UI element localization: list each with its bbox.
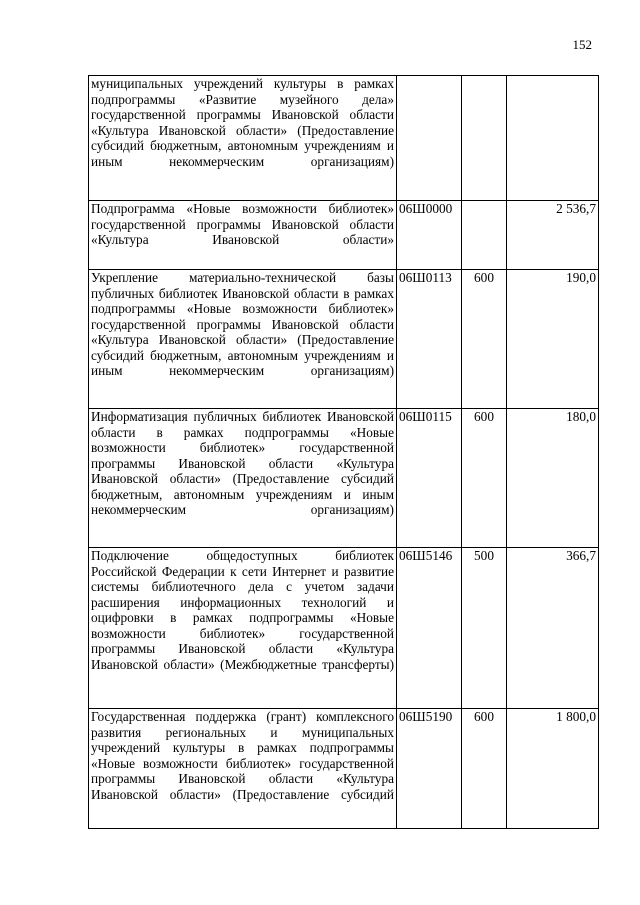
row-name-cell (89, 201, 397, 270)
row-type-cell: 500 (462, 548, 507, 709)
row-sum-cell: 190,0 (507, 270, 599, 409)
row-type-cell (462, 76, 507, 201)
row-code-cell: 06Ш0115 (397, 409, 462, 548)
row-sum-cell: 180,0 (507, 409, 599, 548)
row-name: Подпрограмма «Новые возможности библиотек» государственной программы Ивановской области «Культура Ивановской области» (91, 201, 394, 247)
table-row (89, 201, 599, 270)
table-row (89, 76, 599, 201)
row-name: Государственная поддержка (грант) комплексного развития региональных и муниципальных учреждений культуры в рамках подпрограммы «Новые возможности библиотек» государственной программы Ивановской области «Культура Ивановской области» (Предоставление субсидий (91, 709, 394, 802)
table-row (89, 409, 599, 548)
row-type-cell (462, 201, 507, 270)
row-name-cell (89, 709, 397, 829)
table-row (89, 270, 599, 409)
row-code-cell: 06Ш0000 (397, 201, 462, 270)
row-type-cell: 600 (462, 709, 507, 829)
table-row (89, 709, 599, 829)
row-name-cell (89, 76, 397, 201)
row-name: Информатизация публичных библиотек Ивановской области в рамках подпрограммы «Новые возможности библиотек» государственной программы Ивановской области «Культура Ивановской области» (Предоставление субсидий бюджетным, автономным учреждениям и иным некоммерческим организациям) (91, 409, 394, 517)
row-name: Подключение общедоступных библиотек Российской Федерации к сети Интернет и развитие системы библиотечного дела с учетом задачи расширения информационных технологий и оцифровки в рамках подпрограммы «Новые возможности библиотек» государственной программы Ивановской области «Культура Ивановской области» (Межбюджетные трансферты) (91, 548, 394, 672)
row-sum-cell: 1 800,0 (507, 709, 599, 829)
row-sum-cell: 2 536,7 (507, 201, 599, 270)
row-code-cell: 06Ш0113 (397, 270, 462, 409)
row-code-cell: 06Ш5190 (397, 709, 462, 829)
row-name-cell (89, 548, 397, 709)
row-name-cell (89, 270, 397, 409)
budget-table (88, 75, 599, 829)
row-name-cell (89, 409, 397, 548)
row-type-cell: 600 (462, 270, 507, 409)
row-name: Укрепление материально-технической базы публичных библиотек Ивановской области в рамках подпрограммы «Новые возможности библиотек» государственной программы Ивановской области «Культура Ивановской области» (Предоставление субсидий бюджетным, автономным учреждениям и иным некоммерческим организациям) (91, 270, 394, 378)
table-row (89, 548, 599, 709)
row-code-cell (397, 76, 462, 201)
row-sum-cell (507, 76, 599, 201)
page-number: 152 (572, 37, 592, 52)
row-type-cell: 600 (462, 409, 507, 548)
row-code-cell: 06Ш5146 (397, 548, 462, 709)
row-name: муниципальных учреждений культуры в рамках подпрограммы «Развитие музейного дела» государственной программы Ивановской области «Культура Ивановской области» (Предоставление субсидий бюджетным, автономным учреждениям и иным некоммерческим организациям) (91, 76, 394, 169)
row-sum-cell: 366,7 (507, 548, 599, 709)
